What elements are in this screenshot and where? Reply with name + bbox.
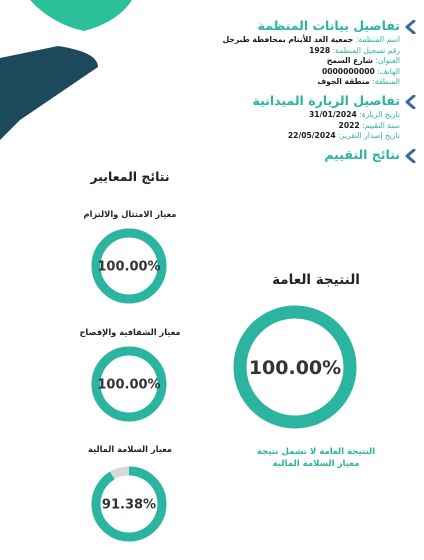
visit-report-value: 22/05/2024 [287,131,336,141]
overall-note-line1: النتيجة العامة لا تشمل نتيجة [256,447,376,457]
overall-result-title: النتيجة العامة [272,272,360,288]
visit-year-value: 2022 [338,120,360,130]
org-name-value: جمعية الغد للأيتام بمحافظة طبرجل [222,35,354,44]
org-region-label: المنطقة: [372,77,400,87]
org-name-label: اسم المنظمة: [355,35,400,44]
gauge-value-label: 100.00% [97,259,161,275]
visit-report-row [288,131,400,142]
org-region-value: منطقة الجوف [317,77,370,87]
gauge-value-label: 91.38% [101,497,157,513]
org-reg-label: رقم تسجيل المنظمة: [332,45,400,55]
org-details-block [223,35,400,88]
org-address-value: شارع السمح [326,56,374,66]
criterion-label-financial: معيار السلامة المالية [88,444,172,454]
mint-corner-shape [30,0,132,31]
org-name-row [223,35,400,46]
org-region-row [223,77,400,88]
overall-note-line2: معيار السلامة المالية [272,459,360,469]
criteria-heading: نتائج المعايير [90,169,170,184]
criterion-label-transparency: معيار الشفافية والإفصاح [79,327,181,337]
org-address-row [223,56,400,67]
org-reg-row [223,46,400,57]
criterion-label-compliance: معيار الامتثال والالتزام [83,209,177,219]
chevron-left-icon [404,20,416,34]
org-reg-value: 1928 [309,45,331,55]
visit-date-value: 31/01/2024 [308,110,357,119]
chevron-left-icon [404,95,416,109]
org-address-label: العنوان: [375,56,400,66]
visit-details-title: تفاصيل الزيارة الميدانية [252,93,400,108]
org-details-title: تفاصيل بيانات المنظمة [257,18,400,33]
visit-year-row [288,121,400,132]
chevron-left-icon [404,149,416,163]
visit-year-label: سنة التقييم: [362,120,400,130]
visit-report-label: تاريخ إصدار التقرير: [338,131,400,141]
results-title: نتائج التقييم [324,147,400,162]
gauge-value-label: 100.00% [97,377,161,393]
org-phone-value: 0000000000 [321,66,375,76]
visit-date-label: تاريخ الزيارة: [359,110,400,119]
visit-details-block [288,110,400,142]
org-phone-row [223,67,400,78]
overall-result-note [221,446,411,470]
visit-date-row [288,110,400,121]
navy-corner-shape [0,46,98,140]
org-phone-label: الهاتف: [377,66,400,76]
gauge-value-label: 100.00% [248,356,342,379]
